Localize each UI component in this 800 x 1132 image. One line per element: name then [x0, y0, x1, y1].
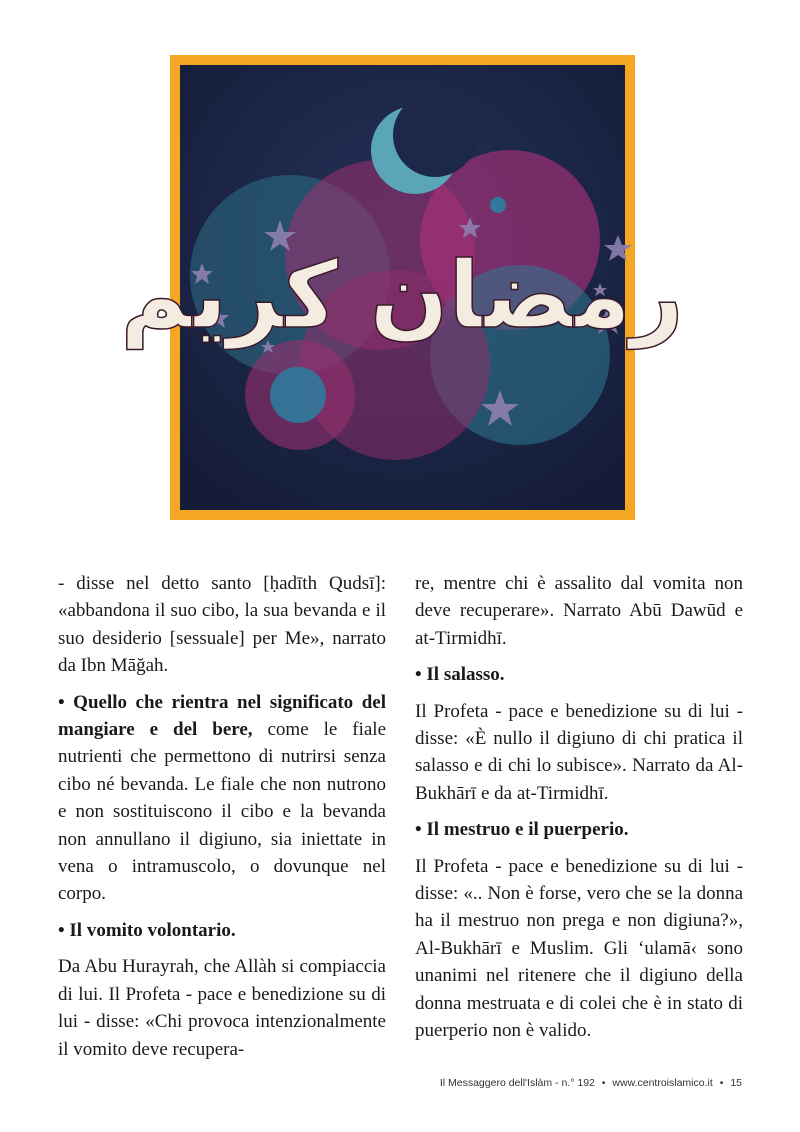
paragraph-rest-text: come le fiale nutrienti che permettono di nutrirsi senza cibo né bevanda. Le fiale che non nutrono e non sostituiscono il cibo e la bevanda non annullano il digiuno, sia iniettate in vena o intramuscolo, o dovunque nel corpo. [58, 719, 387, 905]
footer-publication: Il Messaggero dell'Islàm - n.° 192 [439, 1077, 595, 1089]
footer-website-link[interactable]: www.centroislamico.it [612, 1077, 713, 1089]
right-paragraph-3: Il Profeta - pace e benedizione su di lui - disse: «.. Non è forse, vero che se la donna ha il mestruo non prega e non digiuna?», Al-Bukhārī e Muslim. Gli ‘ulamā‹ sono unanimi nel ritenere che il digiuno della donna mestruata e di colei che è in stato di puerperio non è valido. [415, 855, 743, 1042]
left-paragraph-3: Da Abu Hurayrah, che Allàh si compiaccia di lui. Il Profeta - pace e benedizione su di lui - disse: «Chi provoca intenzionalmente il vomito deve recupera- [58, 956, 386, 1060]
heading-vomito: • Il vomito volontario. [58, 919, 236, 941]
right-paragraph-2: Il Profeta - pace e benedizione su di lui - disse: «È nullo il digiuno di chi pratica il salasso e di chi lo subisce». Narrato da Al-Bukhārī e da at-Tirmidhī. [415, 700, 743, 804]
left-column [58, 570, 386, 1072]
footer-separator: • [601, 1077, 606, 1089]
illustration-svg [120, 65, 684, 510]
heading-mestruo: • Il mestruo e il puerperio. [415, 819, 629, 841]
page-footer [440, 1077, 742, 1089]
arabic-calligraphy-text: رمضان كريم [120, 242, 684, 349]
heading-salasso: • Il salasso. [415, 664, 505, 686]
ramadan-kareem-illustration [120, 65, 684, 510]
blue-dot-tiny [490, 197, 506, 213]
bold-lead-text: • Quello che rientra nel significato del mangiare e del bere, [58, 691, 386, 741]
left-paragraph-1: - disse nel detto santo [ḥadīth Qudsī]: «abbandona il suo cibo, la sua bevanda e il suo desiderio [sessuale] per Me», narrato da Ibn Māğah. [58, 573, 386, 677]
blue-dot-small [270, 367, 326, 423]
footer-separator: • [719, 1077, 724, 1089]
page-number: 15 [730, 1077, 742, 1089]
right-paragraph-1: re, mentre chi è assalito dal vomita non deve recuperare». Narrato Abū Dawūd e at-Tirmidhī. [415, 573, 743, 649]
right-column [415, 570, 743, 1054]
left-paragraph-2 [58, 689, 386, 908]
illustration-frame [120, 55, 684, 520]
